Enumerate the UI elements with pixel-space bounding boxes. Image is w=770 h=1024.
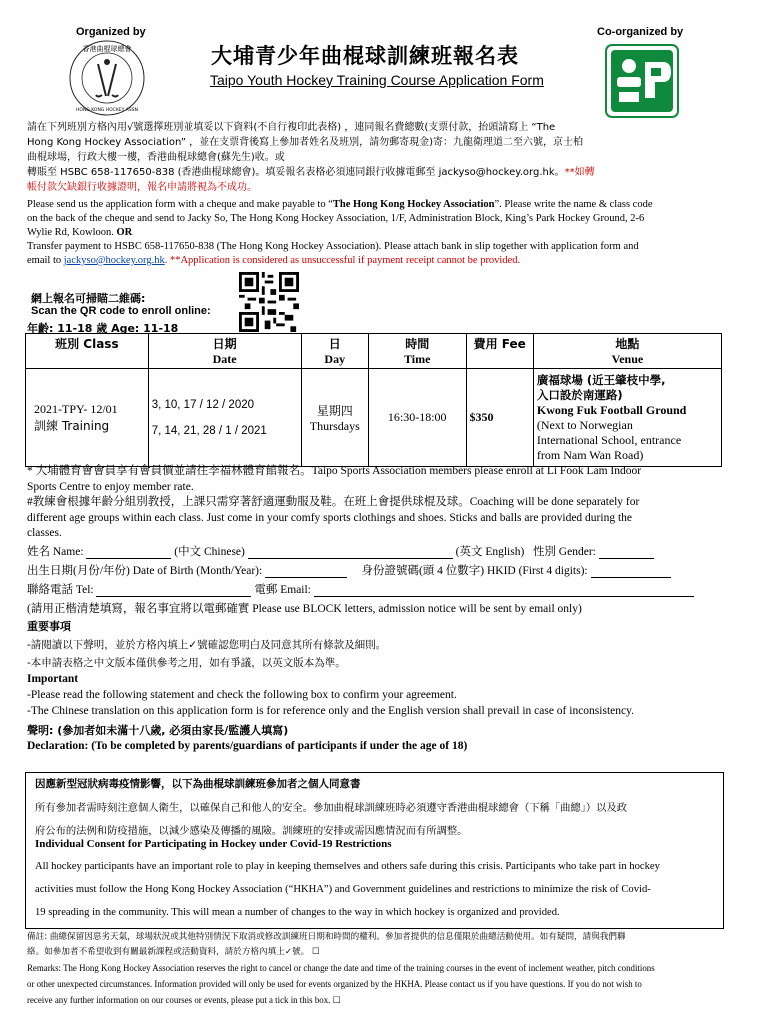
svg-text:HONG KONG HOCKEY ASSN: HONG KONG HOCKEY ASSN [76, 108, 138, 113]
note-line: #教練會根據年齡分組別教授，上課只需穿著舒適運動服及鞋。在班上會提供球棍及球。Coaching will be done separately for [27, 496, 640, 508]
age-label: 年齡: 11-18 歲 Age: 11-18 [27, 322, 179, 335]
page-title-cn: 大埔青少年曲棍球訓練班報名表 [211, 44, 519, 68]
class-cell[interactable] [26, 369, 149, 467]
intro-en-line: Wylie Rd, Kowloon. OR [27, 227, 133, 238]
col-venue: 地點 Venue [533, 334, 721, 369]
important-line-cn: -本申請表格之中文版本僅供參考之用，如有爭議，以英文版本為準。 [27, 657, 346, 669]
tel-label: 聯絡電話 Tel: [27, 584, 94, 596]
important-line-en: -The Chinese translation on this application form is for reference only and the English version shall prevail in case of inconsistency. [27, 705, 634, 717]
intro-cn-line: 曲棍球場，行政大樓一樓，香港曲棍球總會(蘇先生)收。或 [27, 152, 285, 163]
covid-para-cn: 府公布的法例和防疫措施，以減少感染及傳播的風險。訓練班的安排或需因應情況而有所調整。 [35, 825, 468, 837]
class-code: 2021-TPY- 12/01 [34, 401, 118, 416]
intro-cn-line: Hong Kong Hockey Association” ，並在支票背後寫上參加者姓名及班別，請勿郵寄現金)寄：九龍衛理道二至六號，京士柏 [27, 137, 584, 148]
covid-para-cn: 所有參加者需時刻注意個人衛生，以確保自己和他人的安全。參加曲棍球訓練班時必須遵守香港曲棍球總會（下稱「曲總」）以及政 [35, 802, 628, 814]
venue-cell: 廣福球場 (近王肇枝中學, 入口設於南運路) Kwong Fuk Football Ground (Next to Norwegian International School, entrance from Nam Wan Road) [533, 369, 721, 467]
page-title-en: Taipo Youth Hockey Training Course Application Form [210, 72, 544, 88]
remarks-cn [27, 930, 742, 960]
covid-para-en: activities must follow the Hong Kong Hockey Association (“HKHA”) and Government guidelines and restrictions to minimize the risk of Covid- [35, 884, 651, 895]
important-line-cn: -請閱讀以下聲明，並於方格內填上✓號確認您明白及同意其所有條款及細則。 [27, 639, 387, 651]
remarks-line: receive any further information on our courses or events, please put a tick in this box. ☐ [27, 995, 341, 1005]
contact-row [27, 581, 737, 597]
important-head-cn: 重要事項 [27, 620, 71, 633]
english-label: (英文 English) [455, 546, 525, 558]
covid-title-en: Individual Consent for Participating in Hockey under Covid-19 Restrictions [35, 838, 392, 850]
dob-field[interactable] [265, 566, 347, 578]
remarks-line: 備註: 曲總保留因惡劣天氣，球場狀況或其他特別情況下取消或修改訓練班日期和時間的權利。參加者提供的信息僅限於曲總活動使用。如有疑問，請與我們聯 [27, 932, 626, 942]
intro-en [27, 198, 737, 268]
note-line: * 大埔體育會會員享有會員價並請往李福林體育館報名。Taipo Sports Association members please enroll at Li Fook Lam Indoor [27, 465, 642, 477]
name-field[interactable] [86, 547, 171, 559]
date-line: 7, 14, 21, 28 / 1 / 2021 [151, 424, 267, 437]
intro-cn-line: 請在下列班別方格內用√號選擇班別並填妥以下資料(不自行複印此表格) ，連同報名費總數(支票付款，抬頭請寫上 “The [27, 122, 556, 133]
dob-label: 出生日期(月份/年份) Date of Birth (Month/Year): [27, 565, 263, 577]
notes [27, 464, 737, 542]
declaration-en: Declaration: (To be completed by parents/guardians of participants if under the age of 18) [27, 740, 468, 752]
intro-cn [27, 120, 727, 195]
intro-cn-line: 轉賬至 HSBC 658-117650-838 (香港曲棍球總會)。填妥報名表格必須連同銀行收據電郵至 jackyso@hockey.org.hk。**如轉 [27, 167, 595, 178]
email-link[interactable]: jackyso@hockey.org.hk [63, 255, 165, 266]
intro-en-line: Transfer payment to HSBC 658-117650-838 (The Hong Kong Hockey Association). Please attach bank in slip together with application form and [27, 241, 639, 252]
email-field[interactable] [314, 585, 694, 597]
covid-para-en: 19 spreading in the community. This will mean a number of changes to the way in which hockey is organized and provided. [35, 907, 560, 918]
svg-text:香港曲棍球總會: 香港曲棍球總會 [82, 45, 132, 53]
taipo-sports-logo [605, 44, 679, 118]
important-head-en: Important [27, 673, 79, 685]
covid-consent-box [25, 772, 724, 929]
gender-field[interactable] [599, 547, 654, 559]
col-time: 時間 Time [368, 334, 466, 369]
covid-para-en: All hockey participants have an important role to play in keeping themselves and others safe during this crisis. Participants who take part in hockey [35, 861, 660, 872]
date-line: 3, 10, 17 / 12 / 2020 [151, 398, 255, 411]
day-cell: 星期四 Thursdays [301, 369, 368, 467]
note-line: classes. [27, 527, 62, 539]
date-cell [148, 369, 301, 467]
remarks-line: 絡。如參加者不希望收到有關最新課程或活動資料，請於方格內填上✓號。 ☐ [27, 947, 320, 957]
hkid-label: 身份證號碼(頭 4 位數字) HKID (First 4 digits): [361, 565, 588, 577]
note-line: different age groups within each class. Just come in your comfy sports clothings and shoes. Sticks and balls are provided during the [27, 511, 633, 524]
remarks-en [27, 960, 747, 1008]
class-name: 訓練 Training [34, 418, 110, 433]
tel-field[interactable] [96, 585, 251, 597]
table-header-row [26, 334, 722, 369]
qr-code[interactable] [238, 272, 300, 332]
important-line-en: -Please read the following statement and check the following box to confirm your agreement. [27, 689, 457, 701]
remarks-line: or other unexpected circumstances. Information provided will only be used for events organized by the HKHA. Please contact us if you have questions. If you do not wish to [27, 979, 642, 989]
note-line: Sports Centre to enjoy member rate. [27, 480, 194, 493]
email-label: 電郵 Email: [254, 584, 311, 596]
time-cell: 16:30-18:00 [368, 369, 466, 467]
co-organized-by-label: Co-organized by [597, 26, 684, 38]
hkid-field[interactable] [591, 566, 671, 578]
online-en: Scan the QR code to enroll online: [31, 305, 211, 317]
schedule-table [25, 333, 722, 467]
table-row [26, 369, 722, 467]
intro-en-line: Please send us the application form with a cheque and make payable to “The Hong Kong Hockey Association”. Please write the name & class code [27, 199, 653, 210]
intro-cn-line: 帳付款欠缺銀行收據證明，報名申請將視為不成功。 [27, 182, 257, 193]
name-row [27, 543, 737, 559]
col-class: 班別 Class [26, 334, 149, 369]
hkha-logo [58, 38, 156, 118]
intro-en-line: on the back of the cheque and send to Jacky So, The Hong Kong Hockey Association, 1/F, Administration Block, King’s Park Hockey Ground, 2-6 [27, 213, 645, 224]
chinese-label: (中文 Chinese) [174, 546, 245, 558]
block-letters-note: (請用正楷清楚填寫，報名事宜將以電郵確實 Please use BLOCK letters, admission notice will be sent by email only) [27, 603, 582, 615]
online-cn: 網上報名可掃瞄二維碼: [31, 292, 146, 305]
organized-by-label: Organized by [76, 26, 146, 38]
covid-title-cn: 因應新型冠狀病毒疫情影響，以下為曲棍球訓練班參加者之個人同意書 [35, 778, 361, 790]
col-fee: 費用 Fee [466, 334, 533, 369]
intro-en-line: email to jackyso@hockey.org.hk. **Application is considered as unsuccessful if payment receipt cannot be provided. [27, 255, 521, 266]
dob-row [27, 562, 737, 578]
declaration-cn: 聲明: (參加者如未滿十八歲, 必須由家長/監護人填寫) [27, 724, 289, 737]
remarks-line: Remarks: The Hong Kong Hockey Association reserves the right to cancel or change the date and time of the training courses in the event of inclement weather, pitch conditions [27, 963, 655, 973]
gender-label: 性別 Gender: [532, 546, 596, 558]
name-label: 姓名 Name: [27, 546, 84, 558]
fee-cell: $350 [466, 369, 533, 467]
chinese-name-field[interactable] [248, 547, 453, 559]
col-day: 日 Day [301, 334, 368, 369]
col-date: 日期 Date [148, 334, 301, 369]
